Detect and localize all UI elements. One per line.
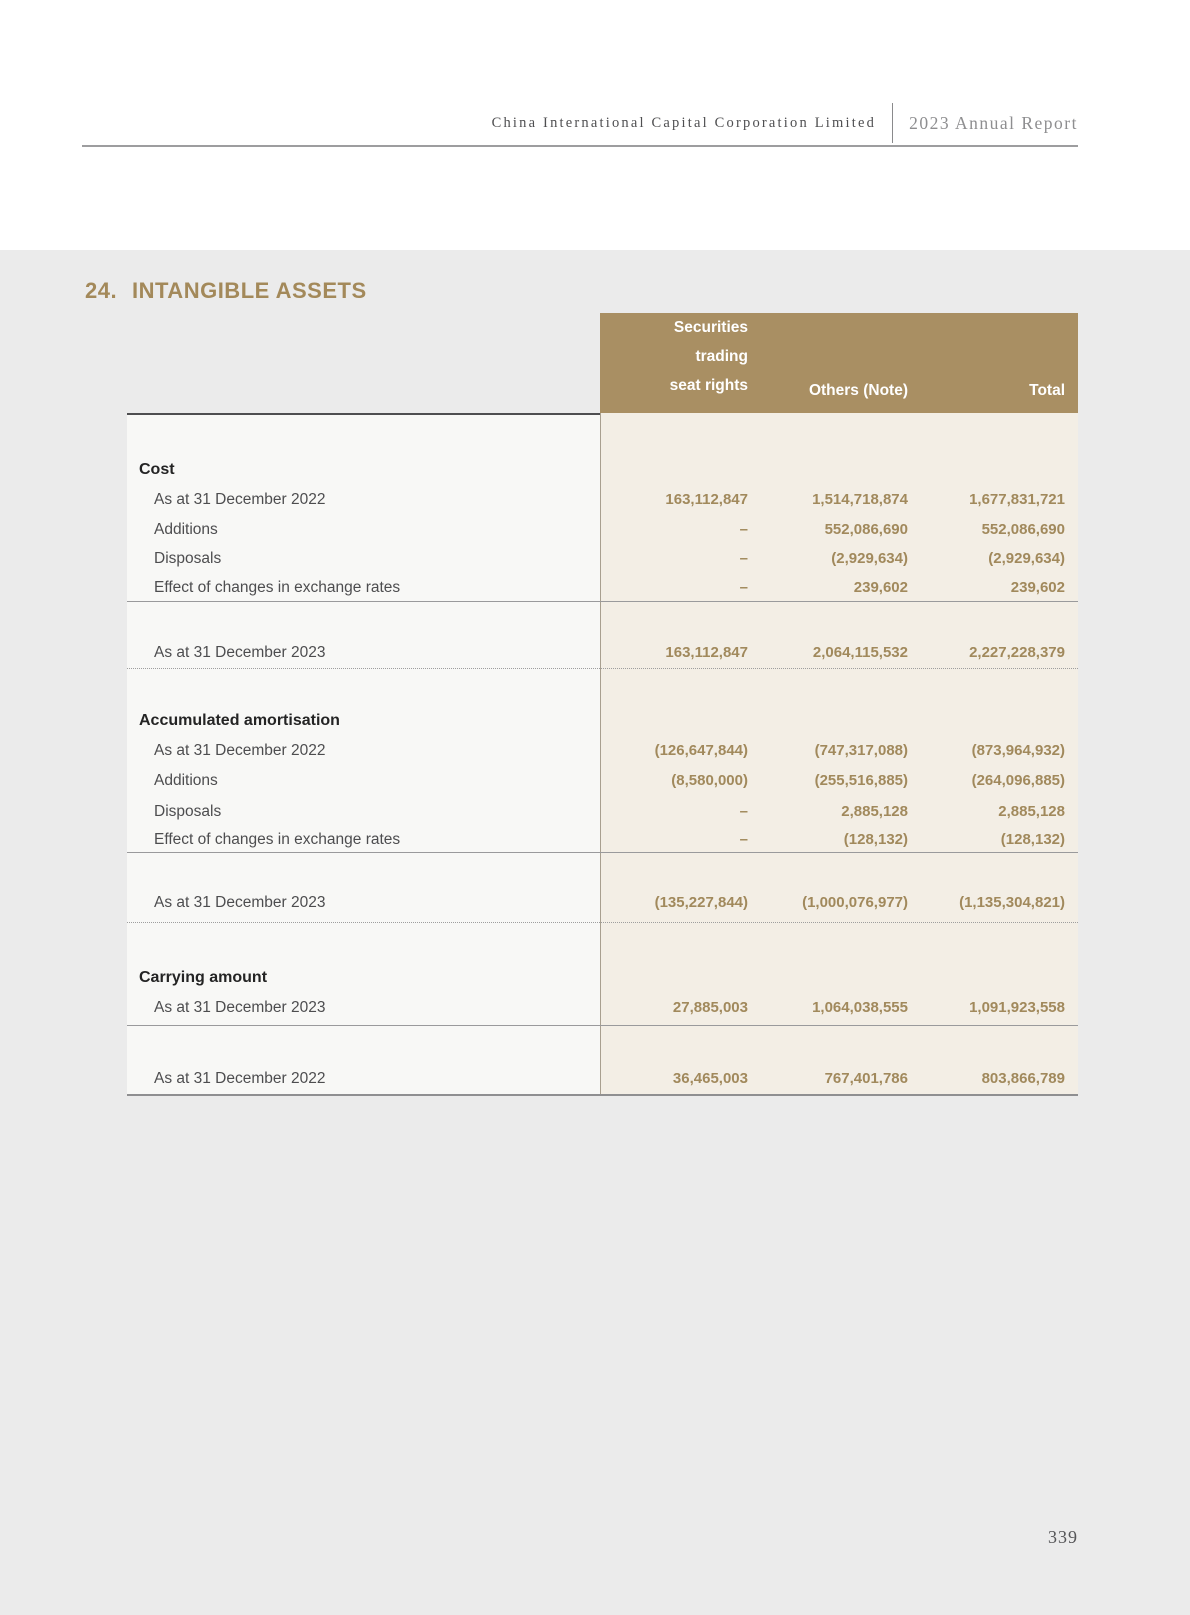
cell-seat-rights: 163,112,847 [665,491,748,508]
table-row [127,892,1078,914]
report-title: 2023 Annual Report [892,103,1078,143]
cell-others: 2,064,115,532 [812,644,908,661]
cell-seat-rights: 36,465,003 [672,1070,748,1087]
cell-others: (255,516,885) [814,772,908,789]
page-number: 339 [1048,1527,1078,1547]
cell-others: 1,514,718,874 [812,491,908,508]
cell-seat-rights: – [739,550,748,567]
cell-seat-rights: – [739,579,748,596]
cell-total: 1,677,831,721 [969,491,1065,508]
intangible-assets-table [127,313,1078,1096]
section-title [85,278,367,304]
cell-seat-rights: 27,885,003 [672,999,748,1016]
row-label: Cost [139,461,175,478]
cell-others: 239,602 [853,579,908,596]
cell-total: (873,964,932) [971,742,1065,759]
row-label: Additions [154,521,218,538]
table-header-row [600,313,1078,413]
cell-others: (1,000,076,977) [802,894,908,911]
table-row [127,519,1078,541]
table-row [127,967,1078,989]
table-body [127,413,1078,1096]
cell-total: (264,096,885) [971,772,1065,789]
table-row [127,801,1078,823]
row-label: Effect of changes in exchange rates [154,831,401,848]
cell-total: 2,885,128 [998,803,1065,820]
table-row [127,548,1078,570]
dotted-rule [127,922,1078,923]
table-row [127,642,1078,664]
dotted-rule [127,668,1078,669]
cell-seat-rights: – [739,831,748,848]
row-label: As at 31 December 2022 [154,1070,326,1087]
table-row [127,459,1078,481]
row-label: Additions [154,772,218,789]
column-header-total: Total [1029,382,1065,399]
row-label: Disposals [154,803,222,820]
subtotal-rule [127,852,1078,853]
section-number: 24. [85,278,118,303]
cell-others: 767,401,786 [824,1070,908,1087]
row-label: As at 31 December 2023 [154,999,326,1016]
row-label: Effect of changes in exchange rates [154,579,401,596]
table-row [127,740,1078,762]
cell-others: (2,929,634) [831,550,908,567]
label-column-top-border [127,413,600,415]
table-row [127,770,1078,792]
row-label: As at 31 December 2023 [154,644,326,661]
cell-total: (1,135,304,821) [959,894,1065,911]
cell-others: 1,064,038,555 [812,999,908,1016]
table-row [127,577,1078,599]
row-label: As at 31 December 2022 [154,742,326,759]
cell-others: (128,132) [843,831,908,848]
cell-seat-rights: – [739,803,748,820]
row-label: As at 31 December 2022 [154,491,326,508]
subtotal-rule [127,1025,1078,1026]
table-row [127,710,1078,732]
column-header-others: Others (Note) [808,382,908,399]
header-rule [82,145,1078,147]
page-header [82,103,1078,143]
cell-total: (2,929,634) [988,550,1065,567]
row-label: Disposals [154,550,222,567]
cell-others: (747,317,088) [814,742,908,759]
cell-total: 552,086,690 [981,521,1065,538]
company-name: China International Capital Corporation Limited [491,115,877,131]
cell-seat-rights: – [739,521,748,538]
table-row [127,489,1078,511]
table-row [127,997,1078,1019]
cell-seat-rights: (135,227,844) [654,894,748,911]
table-row [127,829,1078,851]
table-bottom-rule [127,1094,1078,1096]
cell-others: 552,086,690 [824,521,908,538]
cell-total: 2,227,228,379 [969,644,1065,661]
cell-total: 239,602 [1010,579,1065,596]
cell-seat-rights: 163,112,847 [665,644,748,661]
section-title-text: INTANGIBLE ASSETS [132,278,367,303]
row-label: Carrying amount [139,969,268,986]
subtotal-rule [127,601,1078,602]
table-row [127,1068,1078,1090]
cell-seat-rights: (8,580,000) [671,772,748,789]
cell-total: 1,091,923,558 [969,999,1065,1016]
cell-total: 803,866,789 [981,1070,1065,1087]
cell-seat-rights: (126,647,844) [654,742,748,759]
row-label: As at 31 December 2023 [154,894,326,911]
cell-others: 2,885,128 [841,803,908,820]
row-label: Accumulated amortisation [139,712,340,729]
cell-total: (128,132) [1000,831,1065,848]
column-header-seat-rights: Securities trading seat rights [669,319,748,394]
